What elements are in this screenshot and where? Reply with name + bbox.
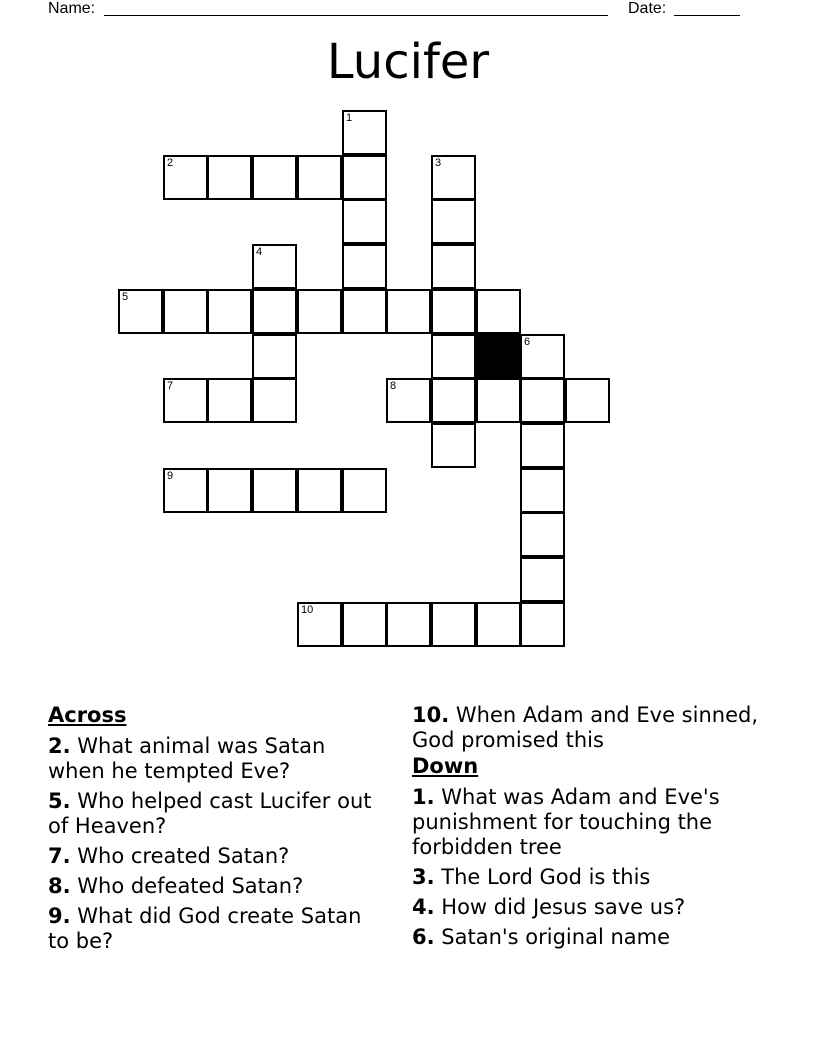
grid-cell[interactable] xyxy=(342,468,387,513)
grid-cell[interactable] xyxy=(520,468,565,513)
clue-across-8 xyxy=(48,874,388,899)
grid-cell[interactable] xyxy=(163,468,208,513)
grid-cell[interactable] xyxy=(476,289,521,334)
cell-number: 4 xyxy=(256,246,263,258)
grid-cell[interactable] xyxy=(252,155,297,200)
clue-down-4 xyxy=(412,895,772,920)
clue-number: 4. xyxy=(412,895,435,919)
grid-cell[interactable] xyxy=(252,244,297,289)
grid-cell[interactable] xyxy=(431,199,476,244)
grid-cell[interactable] xyxy=(386,602,431,647)
cell-number: 9 xyxy=(167,470,174,482)
grid-cell[interactable] xyxy=(163,155,208,200)
cell-number: 3 xyxy=(435,157,442,169)
grid-cell[interactable] xyxy=(297,468,342,513)
grid-cell[interactable] xyxy=(342,155,387,200)
clue-number: 6. xyxy=(412,925,435,949)
clue-text: How did Jesus save us? xyxy=(441,895,686,919)
grid-cell[interactable] xyxy=(431,334,476,379)
cell-number: 7 xyxy=(167,380,174,392)
grid-cell[interactable] xyxy=(252,378,297,423)
page-title: Lucifer xyxy=(326,34,490,90)
clue-across-9 xyxy=(48,904,388,954)
cell-number: 5 xyxy=(122,291,129,303)
clue-across-2 xyxy=(48,734,388,784)
grid-cell[interactable] xyxy=(118,289,163,334)
clue-down-1 xyxy=(412,785,772,860)
grid-cell[interactable] xyxy=(476,602,521,647)
grid-cell[interactable] xyxy=(297,289,342,334)
grid-cell[interactable] xyxy=(342,289,387,334)
date-label: Date: xyxy=(628,0,667,17)
cell-number: 8 xyxy=(390,380,397,392)
clue-text: Satan's original name xyxy=(441,925,671,949)
clue-across-10 xyxy=(412,703,772,753)
grid-cell[interactable] xyxy=(520,557,565,602)
grid-cell[interactable] xyxy=(252,334,297,379)
grid-cell[interactable] xyxy=(297,155,342,200)
grid-cell[interactable] xyxy=(431,378,476,423)
clue-number: 2. xyxy=(48,734,71,758)
grid-cell[interactable] xyxy=(207,289,252,334)
grid-cell[interactable] xyxy=(207,378,252,423)
grid-cell[interactable] xyxy=(163,378,208,423)
clue-across-5 xyxy=(48,789,388,839)
grid-cell[interactable] xyxy=(431,155,476,200)
clue-across-7 xyxy=(48,844,388,869)
grid-cell[interactable] xyxy=(252,289,297,334)
cell-number: 6 xyxy=(524,336,531,348)
grid-cell[interactable] xyxy=(342,602,387,647)
clue-number: 7. xyxy=(48,844,71,868)
grid-cell[interactable] xyxy=(520,602,565,647)
clue-text: What did God create Satan to be? xyxy=(48,904,362,953)
grid-cell[interactable] xyxy=(520,423,565,468)
clue-text: The Lord God is this xyxy=(441,865,651,889)
grid-cell[interactable] xyxy=(386,289,431,334)
grid-cell[interactable] xyxy=(565,378,610,423)
grid-cell[interactable] xyxy=(297,602,342,647)
grid-cell[interactable] xyxy=(431,423,476,468)
cell-number: 2 xyxy=(167,157,174,169)
clue-text: Who helped cast Lucifer out of Heaven? xyxy=(48,789,372,838)
clue-number: 8. xyxy=(48,874,71,898)
grid-cell[interactable] xyxy=(431,244,476,289)
cell-number: 10 xyxy=(301,604,314,616)
grid-cell[interactable] xyxy=(163,289,208,334)
clue-number: 10. xyxy=(412,703,450,727)
clue-number: 9. xyxy=(48,904,71,928)
clue-text: When Adam and Eve sinned, God promised this xyxy=(412,703,758,752)
grid-cell[interactable] xyxy=(476,378,521,423)
clue-down-3 xyxy=(412,865,772,890)
down-heading: Down xyxy=(412,754,479,778)
name-label: Name: xyxy=(48,0,96,17)
clues-column-right xyxy=(412,703,772,955)
clue-number: 3. xyxy=(412,865,435,889)
grid-cell[interactable] xyxy=(520,512,565,557)
grid-cell[interactable] xyxy=(520,378,565,423)
grid-cell[interactable] xyxy=(207,468,252,513)
grid-cell[interactable] xyxy=(252,468,297,513)
grid-cell[interactable] xyxy=(342,244,387,289)
clue-number: 1. xyxy=(412,785,435,809)
black-cell xyxy=(476,334,521,379)
grid-cell[interactable] xyxy=(386,378,431,423)
clue-text: Who defeated Satan? xyxy=(77,874,304,898)
grid-cell[interactable] xyxy=(342,199,387,244)
clues-column-left xyxy=(48,703,388,959)
clue-text: What was Adam and Eve's punishment for touching the forbidden tree xyxy=(412,785,720,859)
clue-text: Who created Satan? xyxy=(77,844,290,868)
cell-number: 1 xyxy=(346,112,353,124)
clue-number: 5. xyxy=(48,789,71,813)
clue-down-6 xyxy=(412,925,772,950)
across-heading: Across xyxy=(48,703,127,727)
grid-cell[interactable] xyxy=(207,155,252,200)
grid-cell[interactable] xyxy=(431,602,476,647)
clue-text: What animal was Satan when he tempted Eve? xyxy=(48,734,326,783)
grid-cell[interactable] xyxy=(342,110,387,155)
grid-cell[interactable] xyxy=(431,289,476,334)
grid-cell[interactable] xyxy=(520,334,565,379)
